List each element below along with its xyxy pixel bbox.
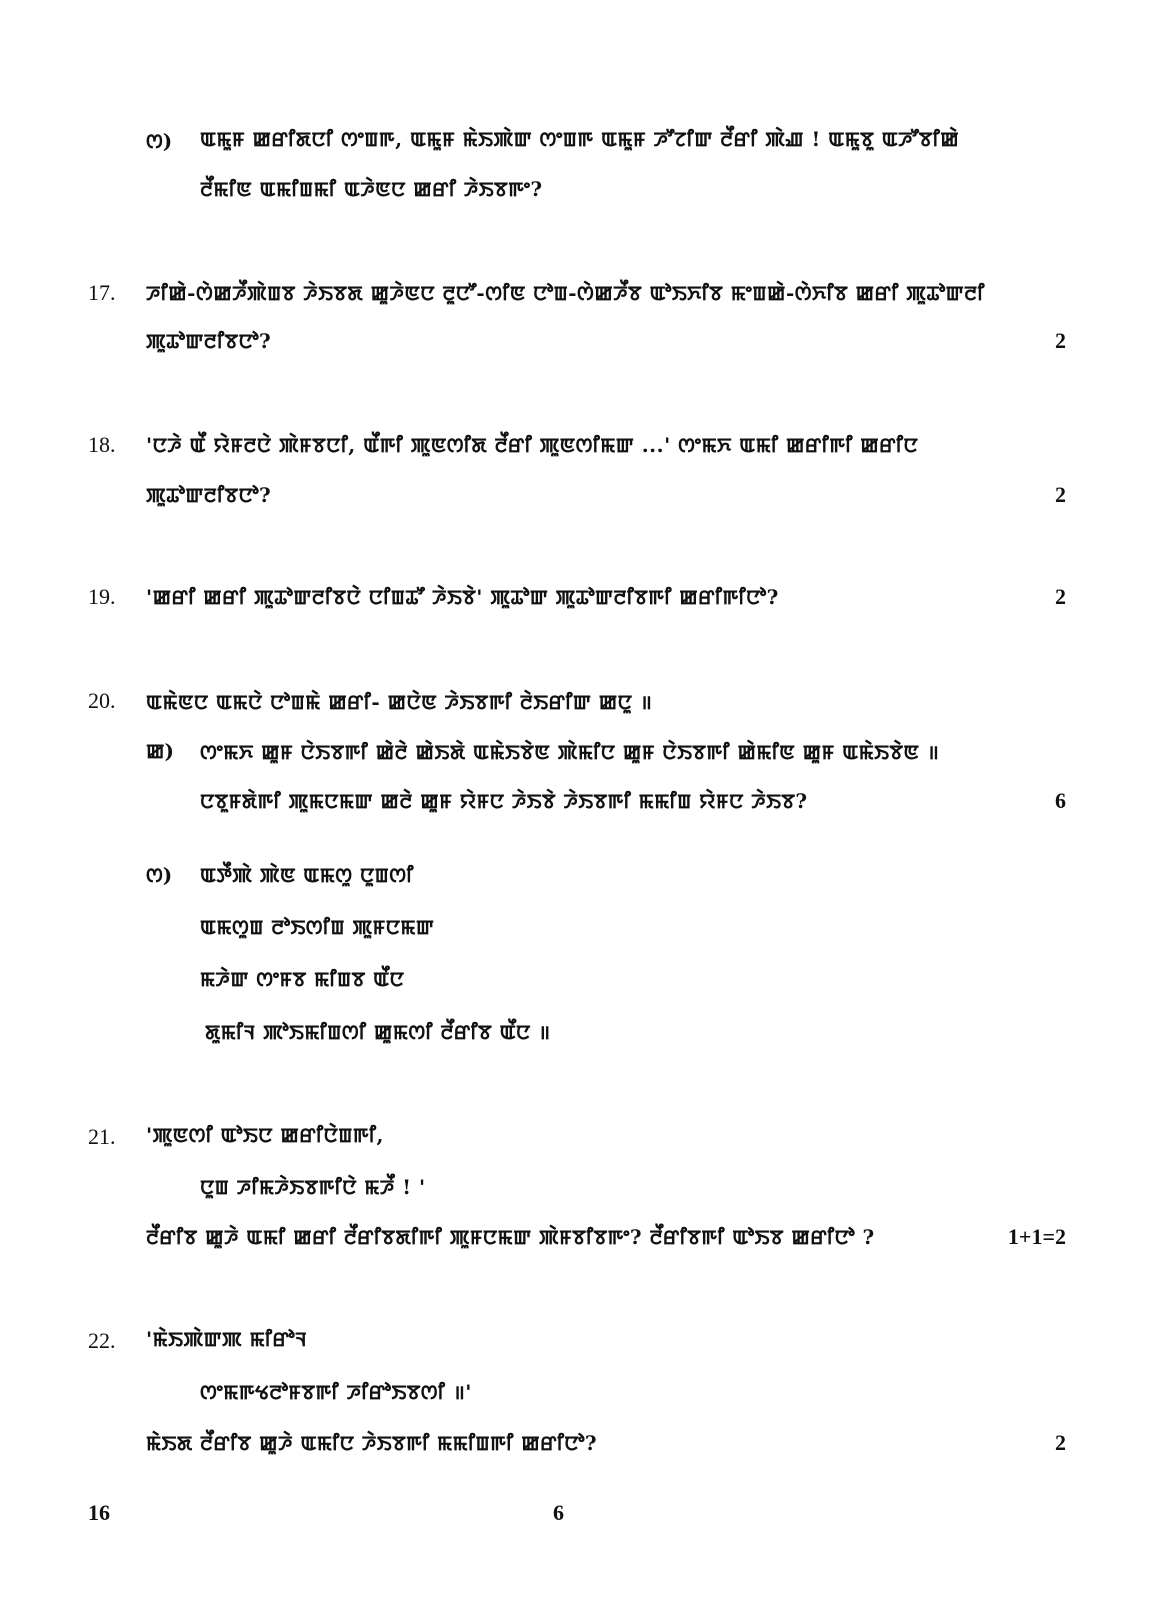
q18-marks: 2 <box>1055 482 1066 507</box>
q19-number: 19. <box>88 584 116 609</box>
q20b-label: ꯁ) <box>146 863 173 887</box>
q18-number: 18. <box>88 432 116 457</box>
q21-number: 21. <box>88 1124 116 1149</box>
page-number: 6 <box>553 1500 564 1525</box>
q22-marks: 2 <box>1055 1430 1066 1455</box>
q21-line-3: ꯂꯩꯔꯤꯕ ꯀꯨꯍꯥ ꯑꯃꯤ ꯀꯔꯤ ꯂꯩꯔꯤꯕꯗꯤꯒꯤ ꯄꯨꯝꯅꯃꯛ ꯄꯥꯝꯕꯤꯕꯒꯦ? ꯂꯩꯔꯤꯕꯒꯤ ꯑꯣꯏꯕ ꯀꯔꯤꯅꯣ ? <box>146 1225 875 1249</box>
q20b-line-2: ꯑꯃꯁꯨꯡ ꯂꯣꯏꯁꯤꯡ ꯄꯨꯝꯅꯃꯛ <box>200 915 435 939</box>
q22-number: 22. <box>88 1328 116 1353</box>
q21-line-2: ꯅꯨꯡ ꯍꯤꯃꯍꯥꯏꯕꯒꯤꯅꯥ ꯃꯍꯩ ! ' <box>200 1175 426 1199</box>
q16c-line-1: ꯑꯃꯨꯝ ꯀꯔꯤꯗꯅꯤ ꯁꯦꯡꯒ, ꯑꯃꯨꯝ ꯃꯥꯏꯄꯥꯛ ꯁꯦꯡꯒ ꯑꯃꯨꯝ ꯍꯧꯖꯤꯛ ꯂꯩꯔꯤ ꯄꯥꯉ ! ꯑꯃꯨꯕꯨ ꯑꯍꯧꯕꯤꯀꯥ <box>200 127 960 151</box>
q20-line-1: ꯑꯃꯥꯟꯅ ꯑꯃꯅꯥ ꯅꯣꯡꯃꯥ ꯀꯔꯤ- ꯀꯅꯥꯟ ꯍꯥꯏꯕꯒꯤ ꯂꯥꯏꯔꯤꯛ ꯀꯅꯨ ॥ <box>146 690 653 714</box>
q20b-line-3: ꯃꯍꯥꯛ ꯁꯦꯝꯕ ꯃꯤꯡꯕ ꯑꯩꯅ <box>200 967 405 991</box>
q17-number: 17. <box>88 280 116 305</box>
footer-code: 16 <box>88 1500 110 1525</box>
q20a-line-1: ꯁꯦꯃꯈ ꯀꯨꯝ ꯅꯥꯏꯕꯒꯤ ꯀꯥꯂꯥ ꯀꯥꯏꯗꯥ ꯑꯃꯥꯏꯕꯥꯟ ꯄꯥꯃꯤꯅ ꯀꯨꯝ ꯅꯥꯏꯕꯒꯤ ꯀꯥꯃꯤꯟ ꯀꯨꯝ ꯑꯃꯥꯏꯕꯥꯟ ॥ <box>200 740 940 764</box>
q22-line-3: ꯃꯥꯏꯗ ꯂꯩꯔꯤꯕ ꯀꯨꯍꯥ ꯑꯃꯤꯅ ꯍꯥꯏꯕꯒꯤ ꯃꯃꯤꯡꯒꯤ ꯀꯔꯤꯅꯣ? <box>146 1431 598 1455</box>
q20b-line-4: ꯗꯨꯃꯤꯜ ꯄꯣꯏꯃꯤꯡꯁꯤ ꯀꯨꯃꯁꯤ ꯂꯩꯔꯤꯕ ꯑꯩꯅ ॥ <box>205 1020 551 1044</box>
q17-marks: 2 <box>1055 328 1066 353</box>
q21-marks: 1+1=2 <box>1007 1224 1066 1249</box>
q19-line-1: 'ꯀꯔꯤ ꯀꯔꯤ ꯄꯨꯊꯣꯛꯂꯤꯕꯅꯥ ꯅꯤꯡꯊꯧ ꯍꯥꯏꯕꯥ' ꯄꯨꯊꯣꯛ ꯄꯨꯊꯣꯛꯂꯤꯕꯒꯤ ꯀꯔꯤꯒꯤꯅꯣ? <box>146 585 779 609</box>
q20a-line-2: ꯅꯕꯨꯝꯗꯥꯒꯤ ꯄꯨꯃꯅꯃꯛ ꯀꯂꯥ ꯀꯨꯝ ꯌꯥꯝꯅ ꯍꯥꯏꯕꯥ ꯍꯥꯏꯕꯒꯤ ꯃꯃꯤꯡ ꯌꯥꯝꯅ ꯍꯥꯏꯕ? <box>200 789 808 813</box>
q17-line-1: ꯍꯤꯀꯥ-ꯁꯥꯀꯍꯩꯄꯥꯡꯕ ꯍꯥꯏꯕꯗ ꯀꯨꯍꯥꯟꯅ ꯂꯨꯅꯧ-ꯁꯤꯟ ꯅꯣꯡ-ꯁꯥꯀꯍꯩꯕ ꯑꯣꯏꯈꯤꯕ ꯃꯦꯡꯀꯥ-ꯁꯥꯈꯤꯕ ꯀꯔꯤ ꯄꯨꯊꯣꯛꯂꯤ <box>146 281 985 305</box>
q19-marks: 2 <box>1055 584 1066 609</box>
q18-line-2: ꯄꯨꯊꯣꯛꯂꯤꯕꯅꯣ? <box>146 483 272 507</box>
q21-line-1: 'ꯄꯨꯟꯁꯤ ꯑꯣꯏꯅ ꯀꯔꯤꯅꯥꯡꯒꯤ, <box>146 1123 384 1147</box>
q17-line-2: ꯄꯨꯊꯣꯛꯂꯤꯕꯅꯣ? <box>146 329 272 353</box>
q18-line-1: 'ꯅꯍꯥ ꯑꯩ ꯌꯥꯝꯂꯅꯥ ꯄꯥꯝꯕꯅꯤ, ꯑꯩꯒꯤ ꯄꯨꯟꯁꯤꯗ ꯂꯩꯔꯤ ꯄꯨꯟꯁꯤꯃꯛ ...' ꯁꯦꯃꯈ ꯑꯃꯤ ꯀꯔꯤꯒꯤ ꯀꯔꯤꯅ <box>146 433 919 457</box>
q16c-line-2: ꯂꯩꯃꯤꯟ ꯑꯃꯤꯡꯃꯤ ꯑꯍꯥꯟꯅ ꯀꯔꯤ ꯍꯥꯏꯕꯒꯦ? <box>200 177 543 201</box>
q20a-marks: 6 <box>1055 788 1066 813</box>
q20-number: 20. <box>88 688 116 713</box>
q20b-line-1: ꯑꯇꯩꯄꯥ ꯄꯥꯟ ꯑꯃꯁꯨ ꯅꯨꯡꯁꯤ <box>200 863 414 887</box>
q22-line-1: 'ꯃꯥꯏꯄꯥꯛꯄ ꯃꯤꯔꯣꯜ <box>146 1327 308 1351</box>
q20a-label: ꯀ) <box>146 739 174 763</box>
q16c-label: ꯁ) <box>146 129 173 153</box>
q22-line-2: ꯁꯦꯃꯒꯠꯂꯣꯝꯕꯒꯤ ꯍꯤꯔꯣꯏꯕꯁꯤ ॥' <box>200 1380 472 1404</box>
